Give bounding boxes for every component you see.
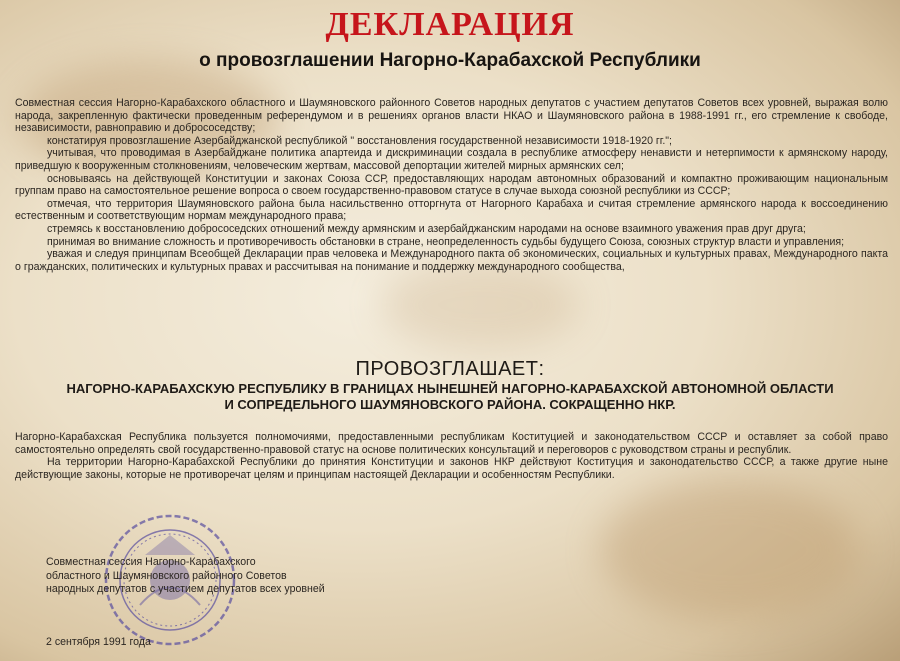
preamble-paragraph: отмечая, что территория Шаумяновского района была насильственно отторгнута от Нагорного Карабаха и считая стремление армянского народа к воссоединению естественным и соответствующим нормам международного права; [15, 197, 888, 223]
provisions [15, 431, 888, 481]
signature-line: областного и Шаумяновского районного Советов [46, 569, 287, 582]
preamble-paragraph: констатируя провозглашение Азербайджанской республикой " восстановления государственной независимости 1918-1920 гг."; [47, 134, 672, 147]
preamble-paragraph: уважая и следуя принципам Всеобщей Декларации прав человека и Международного пакта об экономических, социальных и культурных правах, Международного пакта о гражданских, политических и культурных правах и рассчитывая на понимание и поддержку международного сообщества, [15, 248, 888, 273]
preamble [15, 97, 888, 273]
preamble-paragraph: основываясь на действующей Конституции и законах Союза ССР, предоставляющих народам автономных образований и компактно проживающим национальным группам право на самостоятельное решение вопроса о своем государственно-правовом статусе в случае выхода союзной республики из СССР; [15, 172, 888, 198]
proclamation-heading: ПРОВОЗГЛАШАЕТ: [355, 358, 545, 380]
document-date: 2 сентября 1991 года [46, 636, 151, 648]
paper-stain [600, 480, 860, 620]
document-subtitle: о провозглашении Нагорно-Карабахской Республики [199, 50, 701, 71]
preamble-paragraph: стремясь к восстановлению добрососедских отношений между армянским и азербайджанским народами на основе взаимного уважения прав друг друга; [47, 222, 806, 235]
provision-paragraph: Нагорно-Карабахская Республика пользуется полномочиями, предоставленными республикам Коституцией и законодательством СССР и оставляет за собой право самостоятельно определять свой государственно-правовой статус на основе политических консультаций и переговоров с руководством страны и республик. [15, 431, 888, 456]
paper-stain [380, 260, 580, 350]
signature-line: Совместная сессия Нагорно-Карабахского [46, 556, 256, 568]
signature-block [46, 556, 406, 597]
document-title: ДЕКЛАРАЦИЯ [325, 6, 575, 43]
proclamation-text: НАГОРНО-КАРАБАХСКУЮ РЕСПУБЛИКУ В ГРАНИЦАХ НЫНЕШНЕЙ НАГОРНО-КАРАБАХСКОЙ АВТОНОМНОЙ ОБЛАСТИ И СОПРЕДЕЛЬНОГО ШАУМЯНОВСКОГО РАЙОНА. СОКРАЩЕННО НКР. [66, 381, 834, 412]
preamble-paragraph: учитывая, что проводимая в Азербайджане политика апартеида и дискриминации создала в республике атмосферу ненависти и нетерпимости к армянскому народу, приведшую к вооруженным столкновениям, человеческим жертвам, массовой депортации жителей мирных армянских сел; [15, 147, 888, 172]
provision-paragraph: На территории Нагорно-Карабахской Республики до принятия Конституции и законов НКР действуют Коституция и законодательство СССР, а также другие ныне действующие законы, которые не противоречат целям и принципам настоящей Декларации и особенностям Республики. [15, 456, 888, 481]
preamble-paragraph: принимая во внимание сложность и противоречивость обстановки в стране, неопределенность судьбы будущего Союза, союзных структур власти и управления; [47, 235, 845, 248]
signature-line: народных депутатов с участием депутатов всех уровней [46, 583, 325, 596]
preamble-paragraph: Совместная сессия Нагорно-Карабахского областного и Шаумяновского районного Советов народных депутатов с участием депутатов Советов всех уровней, выражая волю народа, закрепленную фактически проведенным референдумом и в решениях органов власти НКАО и Шаумяновского района в 1988-1991 гг., его стремление к свободе, независимости, равноправию и добрососедству; [15, 97, 888, 135]
